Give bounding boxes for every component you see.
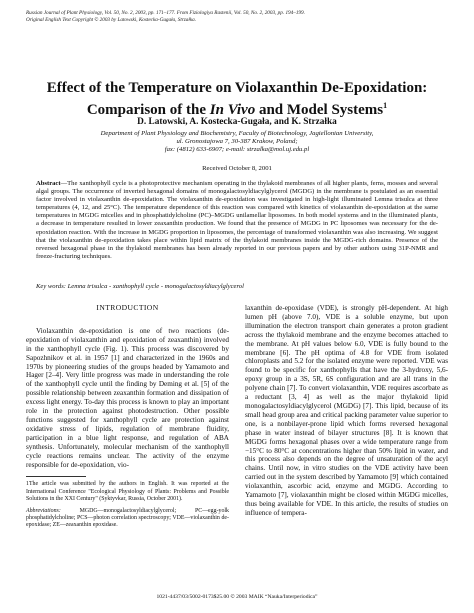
abstract-label: Abstract bbox=[36, 180, 61, 187]
header-copyright: Original English Text Copyright © 2003 by Latowski, Kostecka-Gugała, Strzałka. bbox=[26, 16, 197, 23]
affiliation bbox=[40, 130, 434, 155]
title-line-2-pre: Comparison of the bbox=[86, 102, 210, 118]
received-date: Received October 8, 2001 bbox=[202, 165, 272, 172]
footnote: 1The article was submitted by the authors in English. It was reported at the International Conference "Ecological Physiology of Plants: Problems and Possible Solutions in the XXI Century" (Syktyvkar, Russia, October 2001). bbox=[26, 481, 229, 502]
title-line-2-italic: In Vivo bbox=[209, 102, 256, 118]
title-line-2 bbox=[20, 97, 454, 119]
abbreviations-label: Abbreviations: bbox=[26, 508, 61, 515]
affiliation-contact: fax: (4812) 633-6907; e-mail: strzalka@mol.uj.edu.pl bbox=[164, 146, 310, 154]
page-footer: 1021-4437/03/5002-0173$25.00 © 2003 MAIK “Nauka/Interperiodica” bbox=[156, 594, 318, 600]
affiliation-line-2: ul. Gronostajowa 7, 30-387 Krakow, Poland; bbox=[176, 138, 298, 146]
introduction-text: Violaxanthin de-epoxidation is one of two reactions (de-epoxidation of violaxanthin and epoxidation of zeaxanthin) involved in the xanthophyll cycle (Fig. 1). This process was discovered by Sapozhnikov et al. in 1957 [1] and characterized in the 1960s and 1970s by pioneering studies of the groups headed by Yamamoto and Hager [2–4]. Very little progress was made in understanding the role of the xanthophyll cycle until the finding by Deming et al. [5] of the possible relationship between zeaxanthin formation and dissipation of excess light energy. To-day this process is known to play an important role in the protection against photodestruction. Other possible functions suggested for xanthophyll cycle are protection against oxidative stress of lipids, regulation of membrane fluidity, participation in a blue light response, and regulation of ABA synthesis. Unfortunately, molecular mechanism of the xanthophyll cycle reactions remains unclear. The activity of the enzyme responsible for de-epoxidation, vio- bbox=[26, 326, 229, 469]
section-heading: INTRODUCTION bbox=[96, 303, 159, 312]
title-line-1: Effect of the Temperature on Violaxanthin De-Epoxidation: bbox=[46, 80, 428, 96]
running-header bbox=[26, 10, 456, 23]
title-footnote-marker: 1 bbox=[383, 101, 388, 110]
right-column bbox=[245, 304, 448, 518]
abstract-text: —The xanthophyll cycle is a photoprotective mechanism operating in the thylakoid membranes of all higher plants, ferns, mosses and several algal groups. The occurrence of inverted hexagonal domains of monogalactosyldiacylglycerol (MGDG) in the membrane is postulated as an essential factor involved in violaxanthin de-epoxidation. The violaxanthin de-epoxidation was investigated in high-light illuminated Lemna trisulca at three temperatures (4, 12, and 25°C). The temperature dependence of this reaction was compared with kinetics of violaxanthin de-epoxidation at the same temperatures in MGDG micelles and in phosphatidylcholine (PC)–MGDG unilamellar liposomes. In both model systems and in the illuminated plants, a decrease in temperature resulted in lower zeaxanthin production. We found that the presence of MGDG in PC liposomes was necessary for the de-epoxidation reaction. With the increase in MGDG proportion in liposomes, the percentage of transformed violaxanthin was also increasing. We suggest that the violaxanthin de-epoxidation takes place within lipid matrix of the thylakoid membranes inside the MGDG-rich domains. Presence of the reversed hexagonal phase in the thylakoid membranes has been already reported in our previous papers and by other authors using 31P-NMR and freeze-fracturing techniques. bbox=[36, 180, 438, 260]
author-list: D. Latowski, A. Kostecka-Gugała, and K. Strzałka bbox=[137, 117, 337, 127]
header-citation: Russian Journal of Plant Physiology, Vol. 50, No. 2, 2003, pp. 171–177. From Fiziologiya Rastenii, Vol. 50, No. 2, 2003, pp. 194–199. bbox=[26, 10, 305, 16]
title-line-2-post: and Model Systems bbox=[255, 102, 384, 118]
abstract bbox=[36, 180, 438, 261]
abbreviations-text: MGDG—monogalactosyldiacylglycerol; PC—egg-yolk phosphatidylcholine; PCS—photon correlation spectroscopy; VDE—violaxanthin de-epoxidase; ZE—zeaxanthin epoxidase. bbox=[26, 508, 229, 529]
article-title bbox=[20, 80, 454, 119]
affiliation-line-1: Department of Plant Physiology and Biochemistry, Faculty of Biotechnology, Jagiellonian University, bbox=[100, 130, 374, 137]
abbreviations bbox=[26, 508, 229, 530]
right-column-text: laxanthin de-epoxidase (VDE), is strongly pH-dependent. At high lumen pH (above 7.0), VDE is a soluble enzyme, but upon illumination the electron transport chain generates a proton gradient across the thylakoid membrane and the enzyme becomes attached to the membrane. At pH values below 6.0, VDE is fully bound to the membrane [6]. The pH optima of 4.8 for VDE from isolated chloroplasts and 5.2 for the isolated enzyme were reported. VDE was found to be specific for xanthophylls that have the 3-hydroxy, 5,6-epoxy group in a 3S, 5R, 6S configuration and are all trans in the polyene chain [7]. To convert violaxanthin, VDE requires ascorbate as a reductant [3, 4] as well as the major thylakoid lipid monogalactosyldiacylglycerol (MGDG) [7]. This lipid, because of its small head group area and critical packing parameter value superior to one, is a nonbilayer-prone lipid which forms reversed hexagonal phase in water instead of bilayer structures [8]. It is known that MGDG forms hexagonal phases over a wide temperature range from −15°C to 80°C at concentrations higher than 50% lipid in water, and this process also depends on the degree of unsaturation of the acyl chains. Until now, in vitro studies on the VDE activity have been carried out in the system described by Yamamoto [9] which contained violaxanthin, ascorbic acid, enzyme and MGDG. According to Yamamoto [7], violaxanthin might be closed within MGDG micelles, thus being available for VDE. In this article, the results of studies on influence of tempera- bbox=[245, 304, 448, 517]
keywords: Key words: Lemna trisulca - xanthophyll cycle - monogalactosyldiacylglycerol bbox=[36, 283, 244, 290]
left-column bbox=[26, 304, 229, 530]
footnote-divider bbox=[26, 476, 86, 477]
